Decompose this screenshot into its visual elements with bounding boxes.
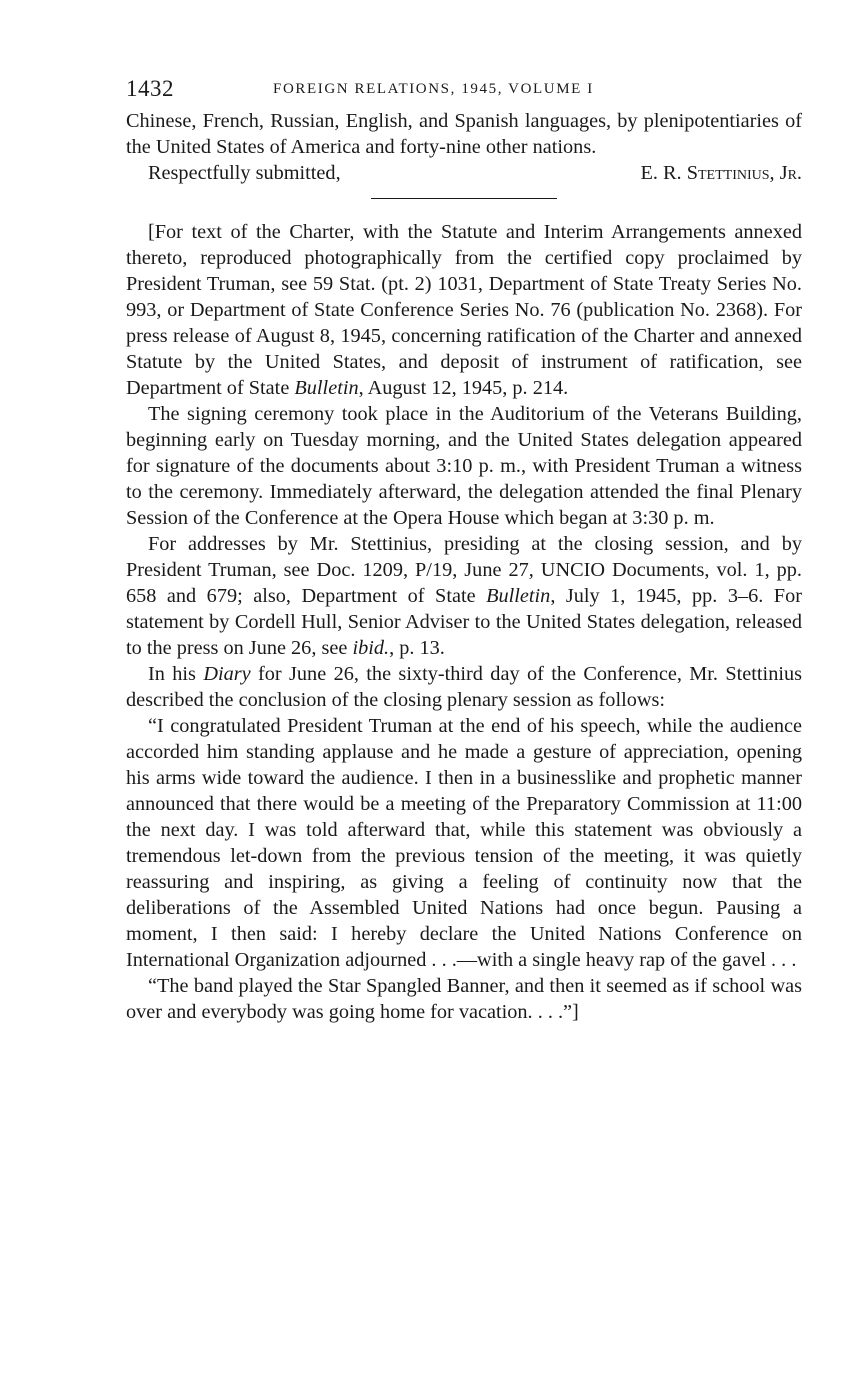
note-paragraph-addresses — [126, 531, 802, 661]
closing-phrase: Respectfully submitted, — [148, 162, 341, 184]
body-text — [126, 108, 802, 160]
editorial-note — [126, 219, 802, 1025]
note-paragraph-charter — [126, 219, 802, 401]
intro-continuation: Chinese, French, Russian, English, and Spanish languages, by plenipotentiaries of the United States of America and forty-nine other nations. — [126, 110, 802, 158]
note-paragraph-signing: The signing ceremony took place in the Auditorium of the Veterans Building, beginning early on Tuesday morning, and the United States delegation appeared for signature of the documents about 3:10 p. m., with President Truman a witness to the ceremony. Immediately afterward, the delegation attended the final Plenary Session of the Conference at the Opera House which began at 3:30 p. m. — [126, 403, 802, 529]
note-p4-diary: Diary — [203, 663, 251, 685]
note-p1-text-a: [For text of the Charter, with the Statute and Interim Arrangements annexed thereto, reproduced photographically from the certified copy proclaimed by President Truman, see 59 Stat. (pt. 2) 1031, Department of State Treaty Series No. 993, or Department of State Conference Series No. 76 (publication No. 2368). For press release of August 8, 1945, concerning ratification of the Charter and annexed Statute by the United States, and deposit of instrument of ratification, see Department of State — [126, 221, 802, 399]
note-p4-text-a: In his — [148, 663, 204, 685]
signer-initials: E. R. — [640, 162, 682, 184]
signer-surname: Stettinius — [686, 162, 770, 184]
running-head: FOREIGN RELATIONS, 1945, VOLUME I — [273, 81, 594, 97]
document-page — [126, 74, 802, 1025]
note-p1-bulletin: Bulletin — [294, 377, 359, 399]
note-p1-text-b: , August 12, 1945, p. 214. — [358, 377, 569, 399]
note-p3-text-b: , July 1, 1945, pp. 3–6. For statement by Cordell Hull, Senior Adviser to the United States delegation, released to the press on June 26, see — [126, 585, 802, 659]
signature-line — [126, 160, 802, 186]
signer-suffix: Jr. — [779, 162, 802, 184]
page-header — [126, 74, 802, 108]
diary-quote-band: “The band played the Star Spangled Banner, and then it seemed as if school was over and everybody was going home for vacation. . . .”] — [126, 975, 802, 1023]
diary-quote-congratulations: “I congratulated President Truman at the end of his speech, while the audience accorded him standing applause and he made a gesture of appreciation, opening his arms wide toward the audience. I then in a businesslike and prophetic manner announced that there would be a meeting of the Preparatory Commission at 11:00 the next day. I was told afterward that, while this statement was obviously a tremendous let-down from the previous tension of the meeting, it was quietly reassuring and inspiring, as giving a feeling of continuity now that the deliberations of the Assembled United Nations had once begun. Pausing a moment, I then said: I hereby declare the United Nations Conference on International Organization adjourned . . .—with a single heavy rap of the gavel . . . — [126, 715, 802, 971]
note-p3-ibid: ibid. — [352, 637, 390, 659]
note-p3-text-c: , p. 13. — [389, 637, 445, 659]
note-paragraph-diary — [126, 661, 802, 713]
note-p4-text-b: for June 26, the sixty-third day of the Conference, Mr. Stettinius described the conclusion of the closing plenary session as follows: — [126, 663, 803, 711]
section-divider — [371, 198, 557, 199]
page-number: 1432 — [126, 76, 174, 101]
note-p3-text-a: For addresses by Mr. Stettinius, presiding at the closing session, and by President Truman, see Doc. 1209, P/19, June 27, UNCIO Documents, vol. 1, pp. 658 and 679; also, Department of State — [126, 533, 802, 607]
note-p3-bulletin: Bulletin — [486, 585, 551, 607]
signer-name: E. R. Stettinius, Jr. — [640, 162, 802, 184]
